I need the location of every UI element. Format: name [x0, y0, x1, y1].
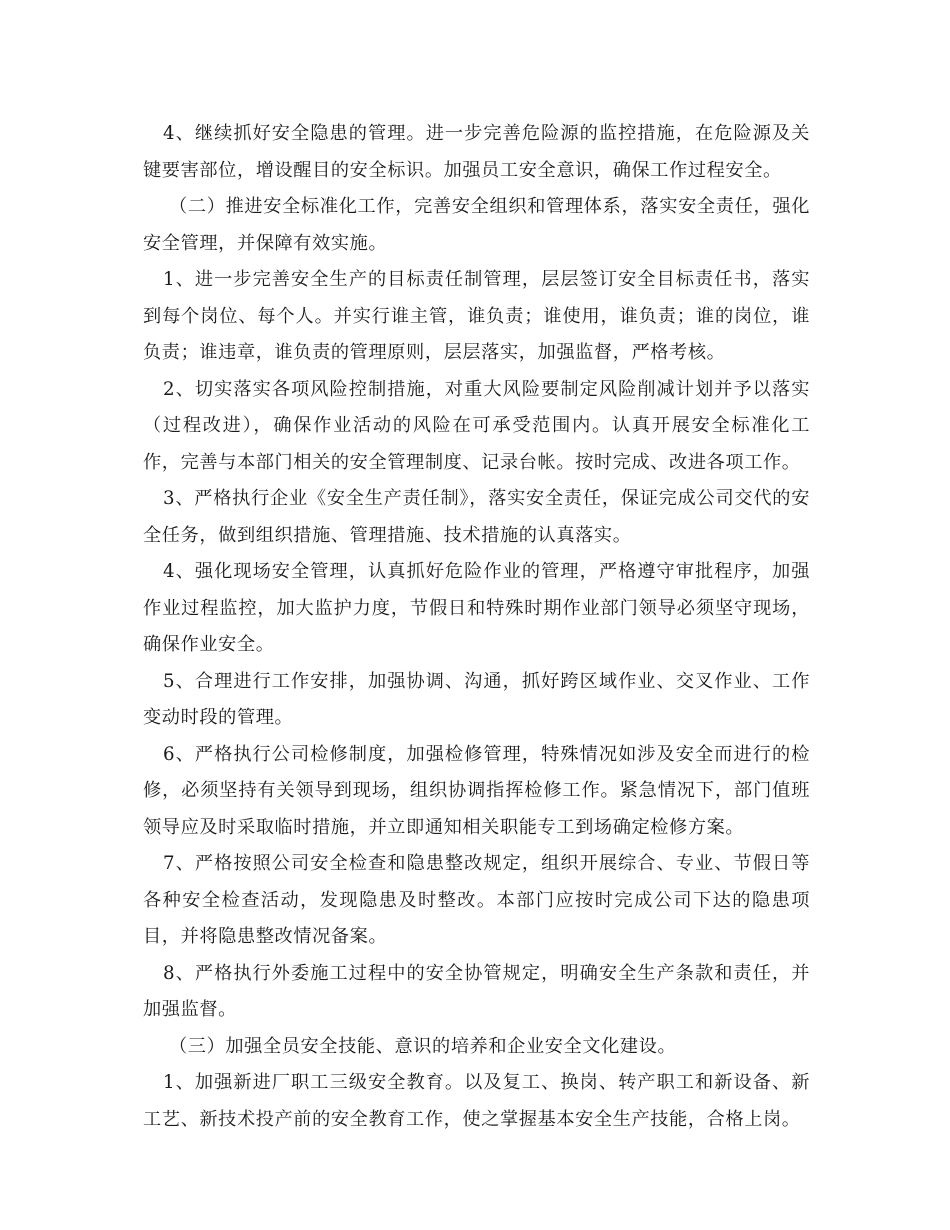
paragraph-item-6-maintenance: 6、严格执行公司检修制度，加强检修管理，特殊情况如涉及安全而进行的检修，必须坚持有关领导到现场，组织协调指挥检修工作。紧急情况下，部门值班领导应及时采取临时措施，并立即通知相关职能专工到场确定检修方案。: [143, 743, 810, 838]
paragraph-item-5-coordination: 5、合理进行工作安排，加强协调、沟通，抓好跨区域作业、交叉作业、工作变动时段的管理。: [143, 670, 810, 728]
section-heading-2: （二）推进安全标准化工作，完善安全组织和管理体系，落实安全责任，强化安全管理，并保障有效实施。: [143, 196, 810, 254]
paragraph-item-7-inspection: 7、严格按照公司安全检查和隐患整改规定，组织开展综合、专业、节假日等各种安全检查活动，发现隐患及时整改。本部门应按时完成公司下达的隐患项目，并将隐患整改情况备案。: [143, 853, 810, 947]
paragraph-item-8-outsourcing: 8、严格执行外委施工过程中的安全协管规定，明确安全生产条款和责任，并加强监督。: [143, 962, 810, 1020]
paragraph-item-4-hazards: 4、继续抓好安全隐患的管理。进一步完善危险源的监控措施，在危险源及关键要害部位，增设醒目的安全标识。加强员工安全意识，确保工作过程安全。: [143, 123, 810, 181]
paragraph-item-1-education: 1、加强新进厂职工三级安全教育。以及复工、换岗、转产职工和新设备、新工艺、新技术投产前的安全教育工作，使之掌握基本安全生产技能，合格上岗。: [143, 1072, 810, 1130]
paragraph-item-1-responsibility: 1、进一步完善安全生产的目标责任制管理，层层签订安全目标责任书，落实到每个岗位、每个人。并实行谁主管，谁负责；谁使用，谁负责；谁的岗位，谁负责；谁违章，谁负责的管理原则，层层落实，加强监督，严格考核。: [143, 269, 810, 363]
paragraph-item-2-risk-control: 2、切实落实各项风险控制措施，对重大风险要制定风险削减计划并予以落实（过程改进），确保作业活动的风险在可承受范围内。认真开展安全标准化工作，完善与本部门相关的安全管理制度、记录台帐。按时完成、改进各项工作。: [143, 378, 810, 473]
section-heading-3: （三）加强全员安全技能、意识的培养和企业安全文化建设。: [169, 1035, 677, 1057]
paragraph-item-4-site-management: 4、强化现场安全管理，认真抓好危险作业的管理，严格遵守审批程序，加强作业过程监控，加大监护力度，节假日和特殊时期作业部门领导必须坚守现场，确保作业安全。: [143, 561, 810, 655]
document-body: [143, 116, 810, 1138]
paragraph-item-3-responsibility-system: 3、严格执行企业《安全生产责任制》，落实安全责任，保证完成公司交代的安全任务，做到组织措施、管理措施、技术措施的认真落实。: [143, 488, 810, 546]
